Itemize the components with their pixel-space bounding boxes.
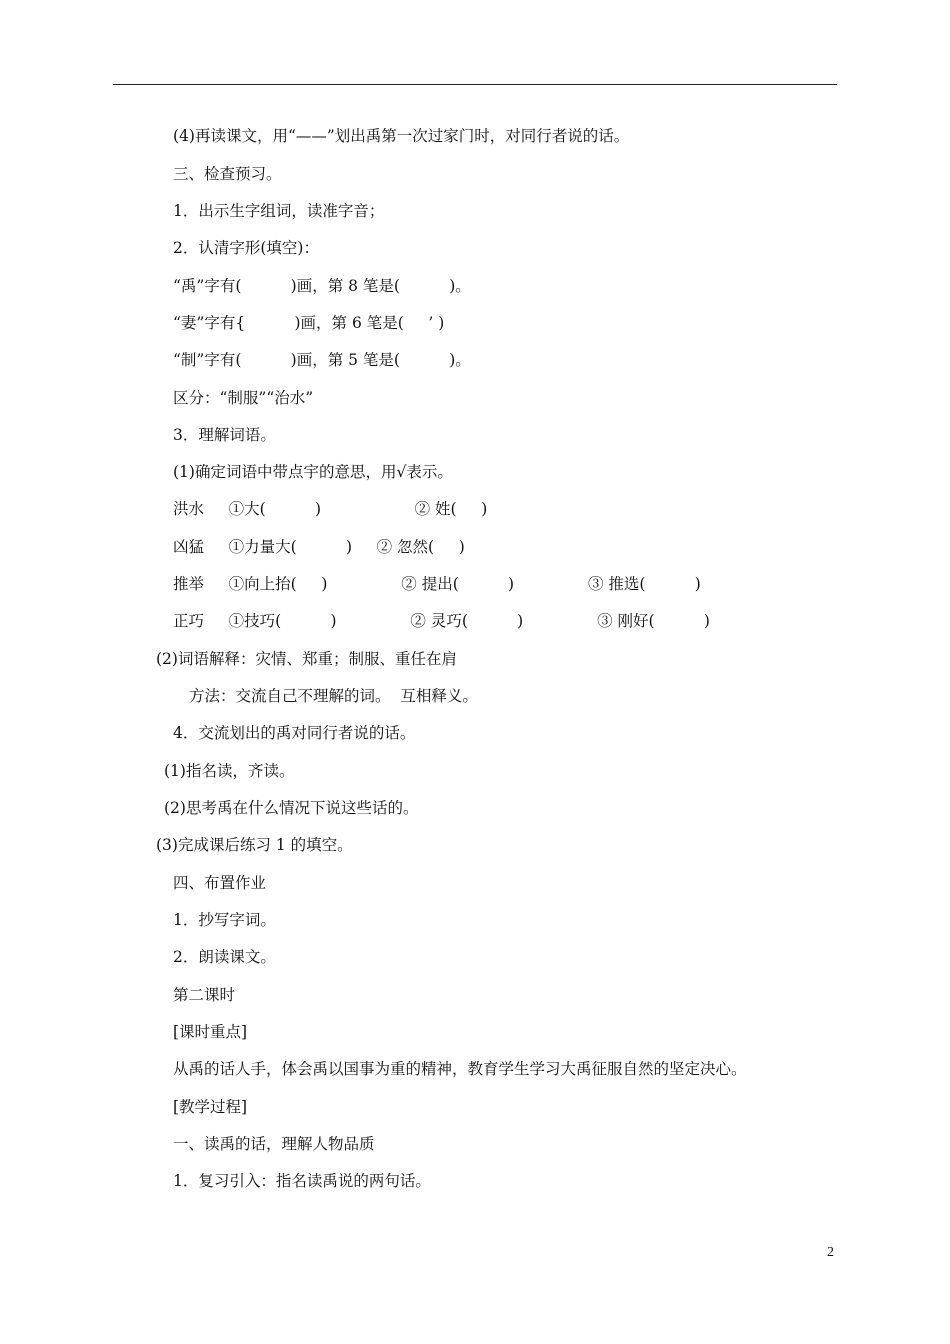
text-line: 3．理解词语。 [173, 426, 276, 444]
word-choice-row: 正巧 ①技巧( ) ② 灵巧( ) ③ 刚好( ) [173, 612, 710, 630]
fill-blank-line: “妻”字有{ )画，第 6 笔是( ’ ) [173, 314, 445, 332]
text-line: 2．认清字形(填空)： [173, 239, 319, 257]
word-choice-row: 凶猛 ①力量大( ) ② 忽然( ) [173, 538, 465, 556]
text-line: (2)词语解释：灾情、郑重；制服、重任在肩 [156, 650, 457, 668]
text-line: 方法：交流自己不理解的词。 互相释义。 [189, 687, 478, 705]
text-line: (4)再读课文，用“——”划出禹第一次过家门时，对同行者说的话。 [173, 127, 630, 145]
text-line: (2)思考禹在什么情况下说这些话的。 [164, 799, 419, 817]
header-rule [113, 84, 837, 85]
text-line: 从禹的话人手，体会禹以国事为重的精神，教育学生学习大禹征服自然的坚定决心。 [173, 1060, 747, 1078]
section-heading: 四、布置作业 [173, 874, 267, 892]
text-line: (3)完成课后练习 1 的填空。 [156, 836, 353, 854]
fill-blank-line: “制”字有( )画，第 5 笔是( )。 [173, 351, 471, 369]
text-line: (1)指名读，齐读。 [164, 762, 295, 780]
text-line: 1．抄写字词。 [173, 911, 276, 929]
section-heading: 三、检查预习。 [173, 165, 282, 183]
lesson-heading: 第二课时 [173, 986, 236, 1004]
word-choice-row: 推举 ①向上抬( ) ② 提出( ) ③ 推选( ) [173, 575, 701, 593]
section-heading: 一、读禹的话，理解人物品质 [173, 1135, 375, 1153]
text-line: 2．朗读课文。 [173, 948, 276, 966]
text-line: 区分：“制服”“治水” [173, 389, 314, 407]
page-number: 2 [827, 1245, 834, 1260]
fill-blank-line: “禹”字有( )画，第 8 笔是( )。 [173, 277, 471, 295]
text-line: (1)确定词语中带点宇的意思，用√表示。 [173, 463, 453, 481]
bracket-heading: [课时重点] [173, 1023, 248, 1041]
word-choice-row: 洪水 ①大( ) ② 姓( ) [173, 500, 488, 518]
text-line: 4．交流划出的禹对同行者说的话。 [173, 724, 416, 742]
text-line: 1．复习引入：指名读禹说的两句话。 [173, 1172, 431, 1190]
bracket-heading: [教学过程] [173, 1098, 248, 1116]
text-line: 1．出示生字组词，读准字音； [173, 202, 385, 220]
